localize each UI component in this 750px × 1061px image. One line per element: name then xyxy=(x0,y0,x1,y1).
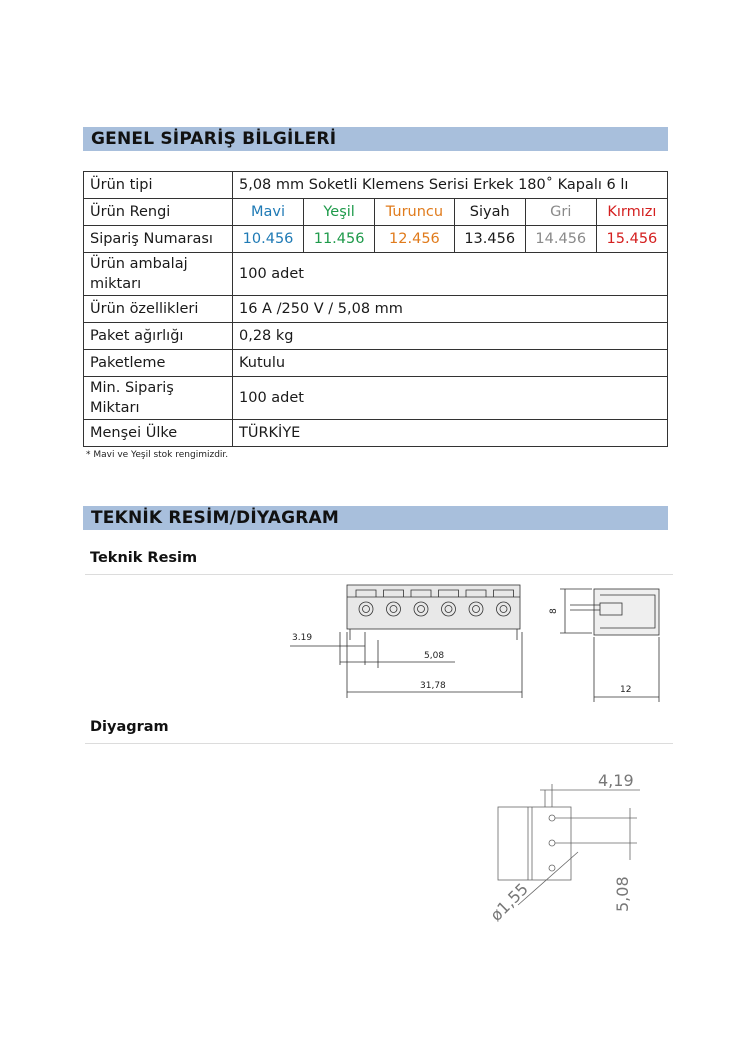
technical-drawing xyxy=(0,578,750,708)
label-line: Ürün ambalaj xyxy=(90,256,188,272)
dimension-label: ø1,55 xyxy=(486,879,532,925)
table-row xyxy=(84,420,668,447)
diagram-heading: Diyagram xyxy=(90,719,169,735)
color-name-cell: Mavi xyxy=(233,199,304,226)
row-label: Ürün özellikleri xyxy=(84,296,233,323)
order-code-cell: 11.456 xyxy=(304,226,375,253)
color-name-cell: Kırmızı xyxy=(596,199,667,226)
table-row xyxy=(84,323,668,350)
row-label: Paketleme xyxy=(84,350,233,377)
table-row xyxy=(84,226,668,253)
section-title: GENEL SİPARİŞ BİLGİLERİ xyxy=(91,129,337,149)
table-row xyxy=(84,172,668,199)
row-label: Menşei Ülke xyxy=(84,420,233,447)
order-code-cell: 14.456 xyxy=(525,226,596,253)
stock-note: * Mavi ve Yeşil stok rengimizdir. xyxy=(86,450,229,460)
dimension-label: 5,08 xyxy=(424,651,445,661)
label-line: Miktarı xyxy=(90,400,140,416)
row-label: Ürün Rengi xyxy=(84,199,233,226)
section-header-order-info xyxy=(83,127,668,151)
row-value: 100 adet xyxy=(233,253,668,296)
color-name-cell: Turuncu xyxy=(375,199,455,226)
technical-drawing-heading: Teknik Resim xyxy=(90,550,198,566)
row-value: Kutulu xyxy=(233,350,668,377)
row-value: 100 adet xyxy=(233,377,668,420)
label-line: miktarı xyxy=(90,276,142,292)
color-name-cell: Yeşil xyxy=(304,199,375,226)
row-value: 5,08 mm Soketli Klemens Serisi Erkek 180˚ Kapalı 6 lı xyxy=(233,172,668,199)
order-code-cell: 12.456 xyxy=(375,226,455,253)
section-header-technical xyxy=(83,506,668,530)
row-label: Sipariş Numarası xyxy=(84,226,233,253)
row-value: 16 A /250 V / 5,08 mm xyxy=(233,296,668,323)
table-row xyxy=(84,199,668,226)
dimension-label: 4,19 xyxy=(598,771,634,790)
table-row xyxy=(84,296,668,323)
table-row xyxy=(84,377,668,420)
dimension-label: 8 xyxy=(549,608,559,614)
dimension-label: 31,78 xyxy=(420,681,446,691)
row-value: TÜRKİYE xyxy=(233,420,668,447)
order-code-cell: 15.456 xyxy=(596,226,667,253)
row-label xyxy=(84,377,233,420)
section-title: TEKNİK RESİM/DİYAGRAM xyxy=(91,508,340,528)
table-row xyxy=(84,350,668,377)
order-info-table xyxy=(83,171,668,447)
order-code-cell: 10.456 xyxy=(233,226,304,253)
dimension-label: 12 xyxy=(620,685,632,695)
pin-diagram xyxy=(0,760,750,940)
row-value: 0,28 kg xyxy=(233,323,668,350)
divider xyxy=(85,574,673,575)
color-name-cell: Siyah xyxy=(454,199,525,226)
row-label: Ürün tipi xyxy=(84,172,233,199)
row-label: Paket ağırlığı xyxy=(84,323,233,350)
dimension-label: 3.19 xyxy=(292,633,313,643)
dimension-label: 5,08 xyxy=(613,876,632,912)
label-line: Min. Sipariş xyxy=(90,380,174,396)
table-row xyxy=(84,253,668,296)
order-code-cell: 13.456 xyxy=(454,226,525,253)
divider xyxy=(85,743,673,744)
color-name-cell: Gri xyxy=(525,199,596,226)
row-label xyxy=(84,253,233,296)
